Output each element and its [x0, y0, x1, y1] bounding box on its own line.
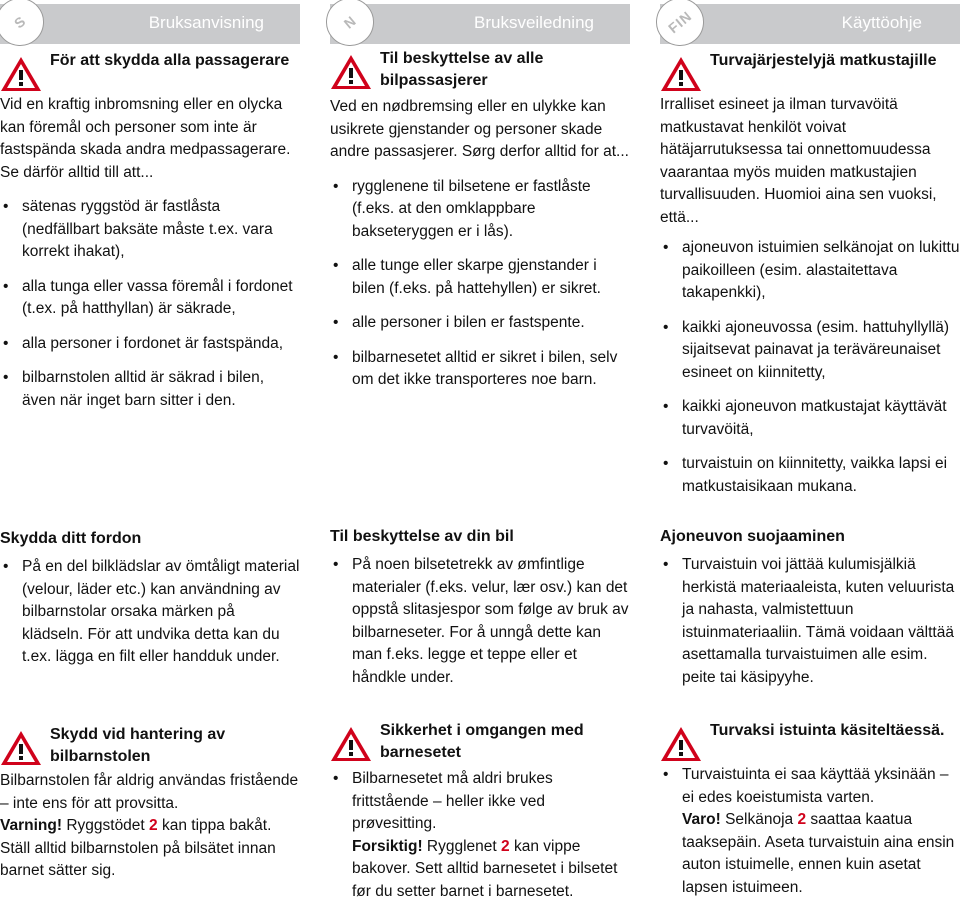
list-item: • alla personer i fordonet är fastspända,	[0, 333, 300, 356]
body-text: kan tippa bakåt. Ställ alltid bilbarnstolen på bilsätet innan barnet sätter sig.	[0, 817, 276, 879]
part-number: 2	[149, 817, 158, 834]
warning-block	[0, 50, 300, 90]
list-item: • alla tunga eller vassa föremål i fordonet (t.ex. på hatthyllan) är säkrade,	[0, 276, 300, 321]
header-title: Bruksanvisning	[148, 13, 264, 32]
list-item: • På en del bilklädslar av ömtåligt material (velour, läder etc.) kan användning av bilbarnstolar orsaka märken på klädseln. För att undvika detta kan du t.ex. lägga en filt eller handduk under.	[0, 556, 300, 669]
section-header	[0, 4, 300, 44]
body-text: Bilbarnesetet må aldri brukes frittstående – heller ikke ved prøvesitting.	[352, 770, 553, 832]
list-item	[660, 764, 960, 899]
body-text: Rygglenet	[422, 837, 502, 855]
list-item: • sätenas ryggstöd är fastlåsta (nedfällbart baksäte måste t.ex. vara korrekt ihakat),	[0, 196, 300, 264]
bullet-list	[660, 237, 960, 498]
list-item: • kaikki ajoneuvossa (esim. hattuhyllyllä) sijaitsevat painavat ja teräväreunaiset esineet on kiinnitetty,	[660, 317, 960, 385]
warning-block	[0, 724, 300, 768]
vehicle-protection-section	[0, 528, 300, 669]
list-item: • alle personer i bilen er fastspente.	[330, 312, 630, 335]
section-title: Turvajärjestelyjä matkustajille	[710, 52, 937, 69]
section-title: För att skydda alla passagerare	[50, 52, 290, 69]
language-badge: FIN	[646, 0, 714, 56]
bullet-list	[0, 556, 300, 669]
warning-triangle-icon	[660, 56, 702, 92]
intro-text: Vid en kraftig inbromsning eller en olycka kan föremål och personer som inte är fastspända skada andra medpassagerare. Se därför alltid till att...	[0, 96, 291, 181]
list-item: • rygglenene til bilsetene er fastlåste (f.eks. at den omklappbare bakseteryggen er i lås).	[330, 176, 630, 244]
bullet-list	[330, 768, 630, 903]
vehicle-protection-section	[660, 526, 960, 689]
list-item: • Turvaistuin voi jättää kulumisjälkiä herkistä materiaaleista, kuten veluurista ja nahasta, valmistettuun istuinmateriaaliin. Tämä voidaan välttää asettamalla turvaistuimen alle esim. peite tai käsipyyhe.	[660, 554, 960, 689]
section-title: Skydd vid hantering av bilbarnstolen	[50, 726, 226, 765]
warning-triangle-icon	[0, 56, 42, 92]
bullet-list	[330, 554, 630, 689]
section-title: Sikkerhet i omgangen med barnesetet	[380, 722, 584, 761]
list-item: • bilbarnstolen alltid är säkrad i bilen, även när inget barn sitter i den.	[0, 367, 300, 412]
warning-text	[0, 815, 300, 883]
section-title: Turvaksi istuinta käsiteltäessä.	[710, 722, 945, 739]
body-text: saattaa kaatua taaksepäin. Aseta turvaistuin aina ensin auton istuimelle, ennen kuin asetat lapsen istuimeen.	[682, 811, 955, 896]
bullet-list	[0, 196, 300, 412]
section-header	[330, 4, 630, 44]
warning-block	[330, 48, 630, 92]
body-text: Ryggstödet	[62, 817, 150, 834]
list-item	[330, 768, 630, 903]
passenger-safety-section	[660, 50, 960, 498]
intro-text: Ved en nødbremsing eller en ulykke kan usikrete gjenstander og personer skade andre passasjerer. Sørg derfor alltid for at...	[330, 98, 629, 160]
warning-word: Forsiktig!	[352, 837, 423, 855]
warning-block	[660, 50, 960, 90]
bullet-list	[660, 764, 960, 899]
language-badge: N	[316, 0, 384, 56]
list-item: • bilbarnesetet alltid er sikret i bilen, selv om det ikke transporteres noe barn.	[330, 347, 630, 392]
language-badge: S	[0, 0, 54, 56]
part-number: 2	[501, 837, 510, 855]
list-item: • ajoneuvon istuimien selkänojat on lukittu paikoilleen (esim. alastaitettava takapenkki),	[660, 237, 960, 305]
handling-section	[660, 720, 960, 899]
handling-section	[330, 720, 630, 903]
passenger-safety-section	[330, 48, 630, 392]
header-title: Bruksveiledning	[473, 13, 594, 32]
section-header	[660, 4, 960, 44]
body-text: Bilbarnstolen får aldrig användas fristående – inte ens för att provsitta.	[0, 772, 299, 812]
list-item: • turvaistuin on kiinnitetty, vaikka lapsi ei matkustaisikaan mukana.	[660, 453, 960, 498]
part-number: 2	[797, 811, 807, 828]
column-finnish	[660, 0, 960, 896]
handling-section	[0, 724, 300, 883]
warning-triangle-icon	[0, 730, 42, 766]
bullet-list	[660, 554, 960, 689]
column-swedish	[0, 0, 300, 879]
body-text: Selkänoja	[720, 811, 798, 828]
list-item: • På noen bilsetetrekk av ømfintlige materialer (f.eks. velur, lær osv.) kan det oppstå slitasjespor som følge av bruk av bilbarneseter. For å unngå dette kan man f.eks. legge et teppe eller et håndkle under.	[330, 554, 630, 689]
section-title: Skydda ditt fordon	[0, 530, 142, 547]
body-text: kan vippe bakover. Sett alltid barnesetet i bilsetet før du setter barnet i barnesetet.	[352, 837, 618, 900]
column-norwegian	[330, 0, 630, 900]
list-item: • kaikki ajoneuvon matkustajat käyttävät turvavöitä,	[660, 396, 960, 441]
header-title: Käyttöohje	[841, 13, 922, 32]
intro-text: Irralliset esineet ja ilman turvavöitä matkustavat henkilöt voivat hätäjarrutuksessa tai onnettomuudessa vaarantaa myös muiden matkustajien turvallisuuden. Huomioi aina sen vuoksi, että...	[660, 96, 937, 226]
section-title: Til beskyttelse av alle bilpassasjerer	[380, 50, 544, 89]
list-item: • alle tunge eller skarpe gjenstander i bilen (f.eks. på hattehyllen) er sikret.	[330, 255, 630, 300]
body-text: Turvaistuinta ei saa käyttää yksinään – ei edes koeistumista varten.	[682, 766, 949, 806]
warning-word: Varning!	[0, 817, 63, 834]
warning-word: Varo!	[682, 811, 721, 828]
warning-block	[660, 720, 960, 760]
passenger-safety-section	[0, 50, 300, 412]
warning-block	[330, 720, 630, 764]
section-title: Til beskyttelse av din bil	[330, 528, 514, 545]
warning-triangle-icon	[330, 54, 372, 90]
section-title: Ajoneuvon suojaaminen	[660, 528, 845, 545]
vehicle-protection-section	[330, 526, 630, 689]
warning-triangle-icon	[330, 726, 372, 762]
warning-triangle-icon	[660, 726, 702, 762]
bullet-list	[330, 176, 630, 392]
